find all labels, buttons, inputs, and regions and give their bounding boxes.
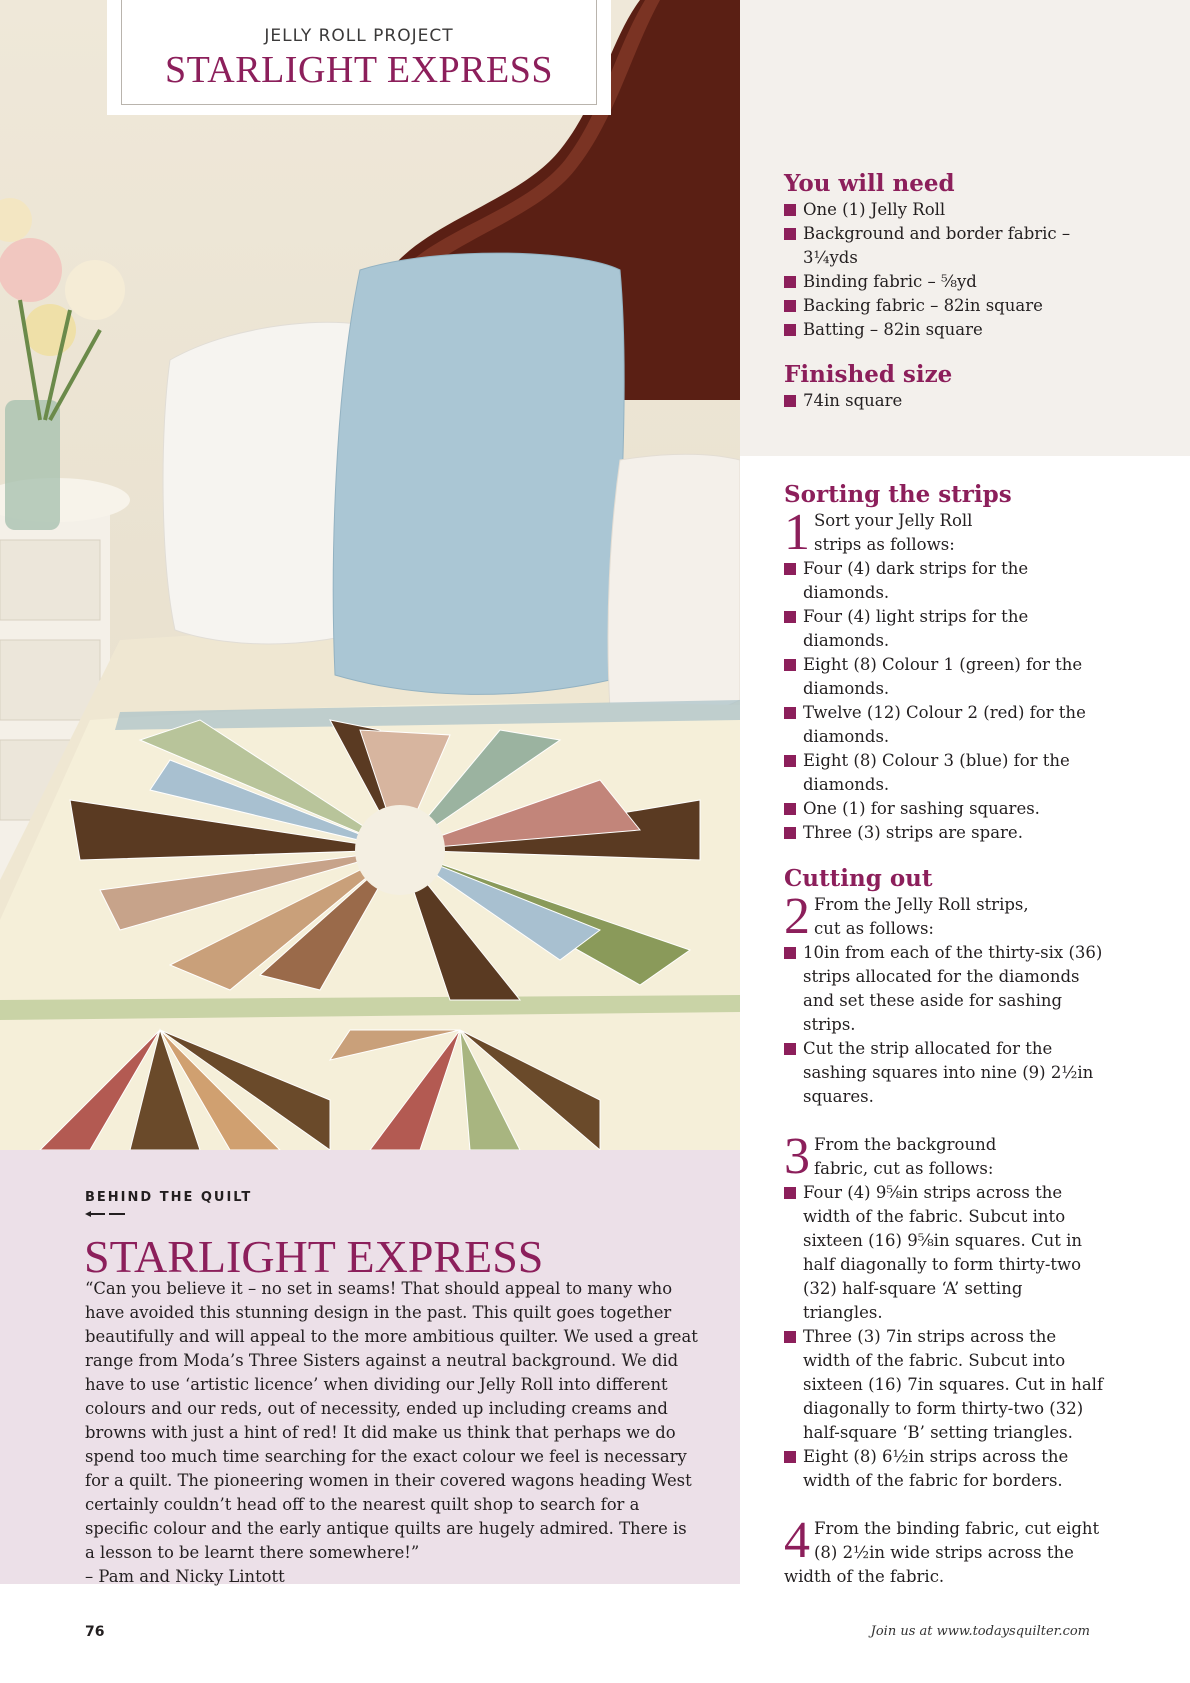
you-will-need-heading: You will need [784,170,955,197]
step-2 [784,888,1104,945]
bullet-square-icon [784,563,796,575]
step-3 [784,1128,1104,1185]
behind-the-quilt-panel [0,1150,740,1584]
list-item: Binding fabric – ⅝yd [784,270,1104,294]
behind-quote: “Can you believe it – no set in seams! That should appeal to many who have avoided this stunning design in the past. This quilt goes together beautifully and will appeal to the more ambitious quilter. We used a great range from Moda’s Three Sisters against a neutral background. We did have to use ‘artistic licence’ when dividing our Jelly Roll into different colours and our reds, out of necessity, ended up including creams and browns with just a hint of red! It did make us think that perhaps we do spend too much time searching for the exact colour we feel is necessary for a quilt. The pioneering women in their covered wagons heading West certainly couldn’t head off to the nearest quilt shop to search for a specific colour and the early antique quilts are hugely admired. There is a lesson to be learnt there somewhere!” [85,1279,698,1562]
list-item: 74in square [784,389,1104,413]
bullet-square-icon [784,324,796,336]
step-4 [784,1512,1104,1589]
list-item: Four (4) 9⅝in strips across the width of the fabric. Subcut into sixteen (16) 9⅝in squares. Cut in half diagonally to form thirty-two (32) half-square ‘A’ setting triangles. [784,1181,1104,1325]
list-item: Four (4) light strips for the diamonds. [784,605,1104,653]
list-item: Three (3) 7in strips across the width of the fabric. Subcut into sixteen (16) 7in squares. Cut in half diagonally to form thirty-two (32) half-square ‘B’ setting triangles. [784,1325,1104,1445]
behind-author: – Pam and Nicky Lintott [85,1567,285,1586]
bullet-square-icon [784,276,796,288]
step-intro: From the binding fabric, cut eight (8) 2½in wide strips across the width of the fabric. [784,1519,1100,1586]
cutting-heading: Cutting out [784,865,933,892]
project-kicker: JELLY ROLL PROJECT [264,26,454,46]
step-number: 1 [784,504,810,561]
step-number: 3 [784,1128,810,1185]
bullet-square-icon [784,1043,796,1055]
title-box [107,0,611,115]
list-item: Eight (8) Colour 3 (blue) for the diamonds. [784,749,1104,797]
list-item: Backing fabric – 82in square [784,294,1104,318]
bullet-square-icon [784,611,796,623]
footer-website: Join us at www.todaysquilter.com [870,1624,1090,1639]
list-item: Four (4) dark strips for the diamonds. [784,557,1104,605]
bullet-square-icon [784,659,796,671]
bullet-square-icon [784,803,796,815]
bullet-square-icon [784,300,796,312]
list-item: Batting – 82in square [784,318,1104,342]
page-number: 76 [85,1624,105,1640]
list-item: Background and border fabric – 3¼yds [784,222,1104,270]
list-item: Twelve (12) Colour 2 (red) for the diamonds. [784,701,1104,749]
finished-size-section [784,361,1104,413]
bullet-square-icon [784,204,796,216]
behind-title: STARLIGHT EXPRESS [84,1231,544,1282]
list-item: Eight (8) 6½in strips across the width of the fabric for borders. [784,1445,1104,1493]
list-item: Eight (8) Colour 1 (green) for the diamonds. [784,653,1104,701]
bullet-square-icon [784,395,796,407]
cutting-section [784,865,1104,1589]
quilt-photo [0,0,740,1150]
step-number: 4 [784,1512,810,1569]
finished-size-heading: Finished size [784,361,953,388]
sorting-section [784,481,1104,845]
step-1 [784,504,1104,561]
step-intro: From the background fabric, cut as follows: [814,1135,997,1178]
page-title: STARLIGHT EXPRESS [165,49,553,91]
behind-label: BEHIND THE QUILT [85,1190,253,1205]
bullet-square-icon [784,1187,796,1199]
list-item: One (1) Jelly Roll [784,198,1104,222]
list-item: One (1) for sashing squares. [784,797,1104,821]
bullet-square-icon [784,707,796,719]
bedroom-quilt-illustration [0,0,740,1150]
bullet-square-icon [784,1451,796,1463]
sorting-heading: Sorting the strips [784,481,1012,508]
step-number: 2 [784,888,810,945]
bullet-square-icon [784,1331,796,1343]
you-will-need-section [784,170,1104,342]
bullet-square-icon [784,827,796,839]
bullet-square-icon [784,755,796,767]
list-item: 10in from each of the thirty-six (36) strips allocated for the diamonds and set these aside for sashing strips. [784,941,1104,1037]
behind-text [85,1277,700,1589]
bullet-square-icon [784,228,796,240]
title-box-frame [121,0,597,105]
arrow-left-icon [85,1210,127,1218]
list-item: Three (3) strips are spare. [784,821,1104,845]
step-intro: From the Jelly Roll strips, cut as follows: [814,895,1029,938]
bullet-square-icon [784,947,796,959]
list-item: Cut the strip allocated for the sashing squares into nine (9) 2½in squares. [784,1037,1104,1109]
step-intro: Sort your Jelly Roll strips as follows: [814,511,973,554]
